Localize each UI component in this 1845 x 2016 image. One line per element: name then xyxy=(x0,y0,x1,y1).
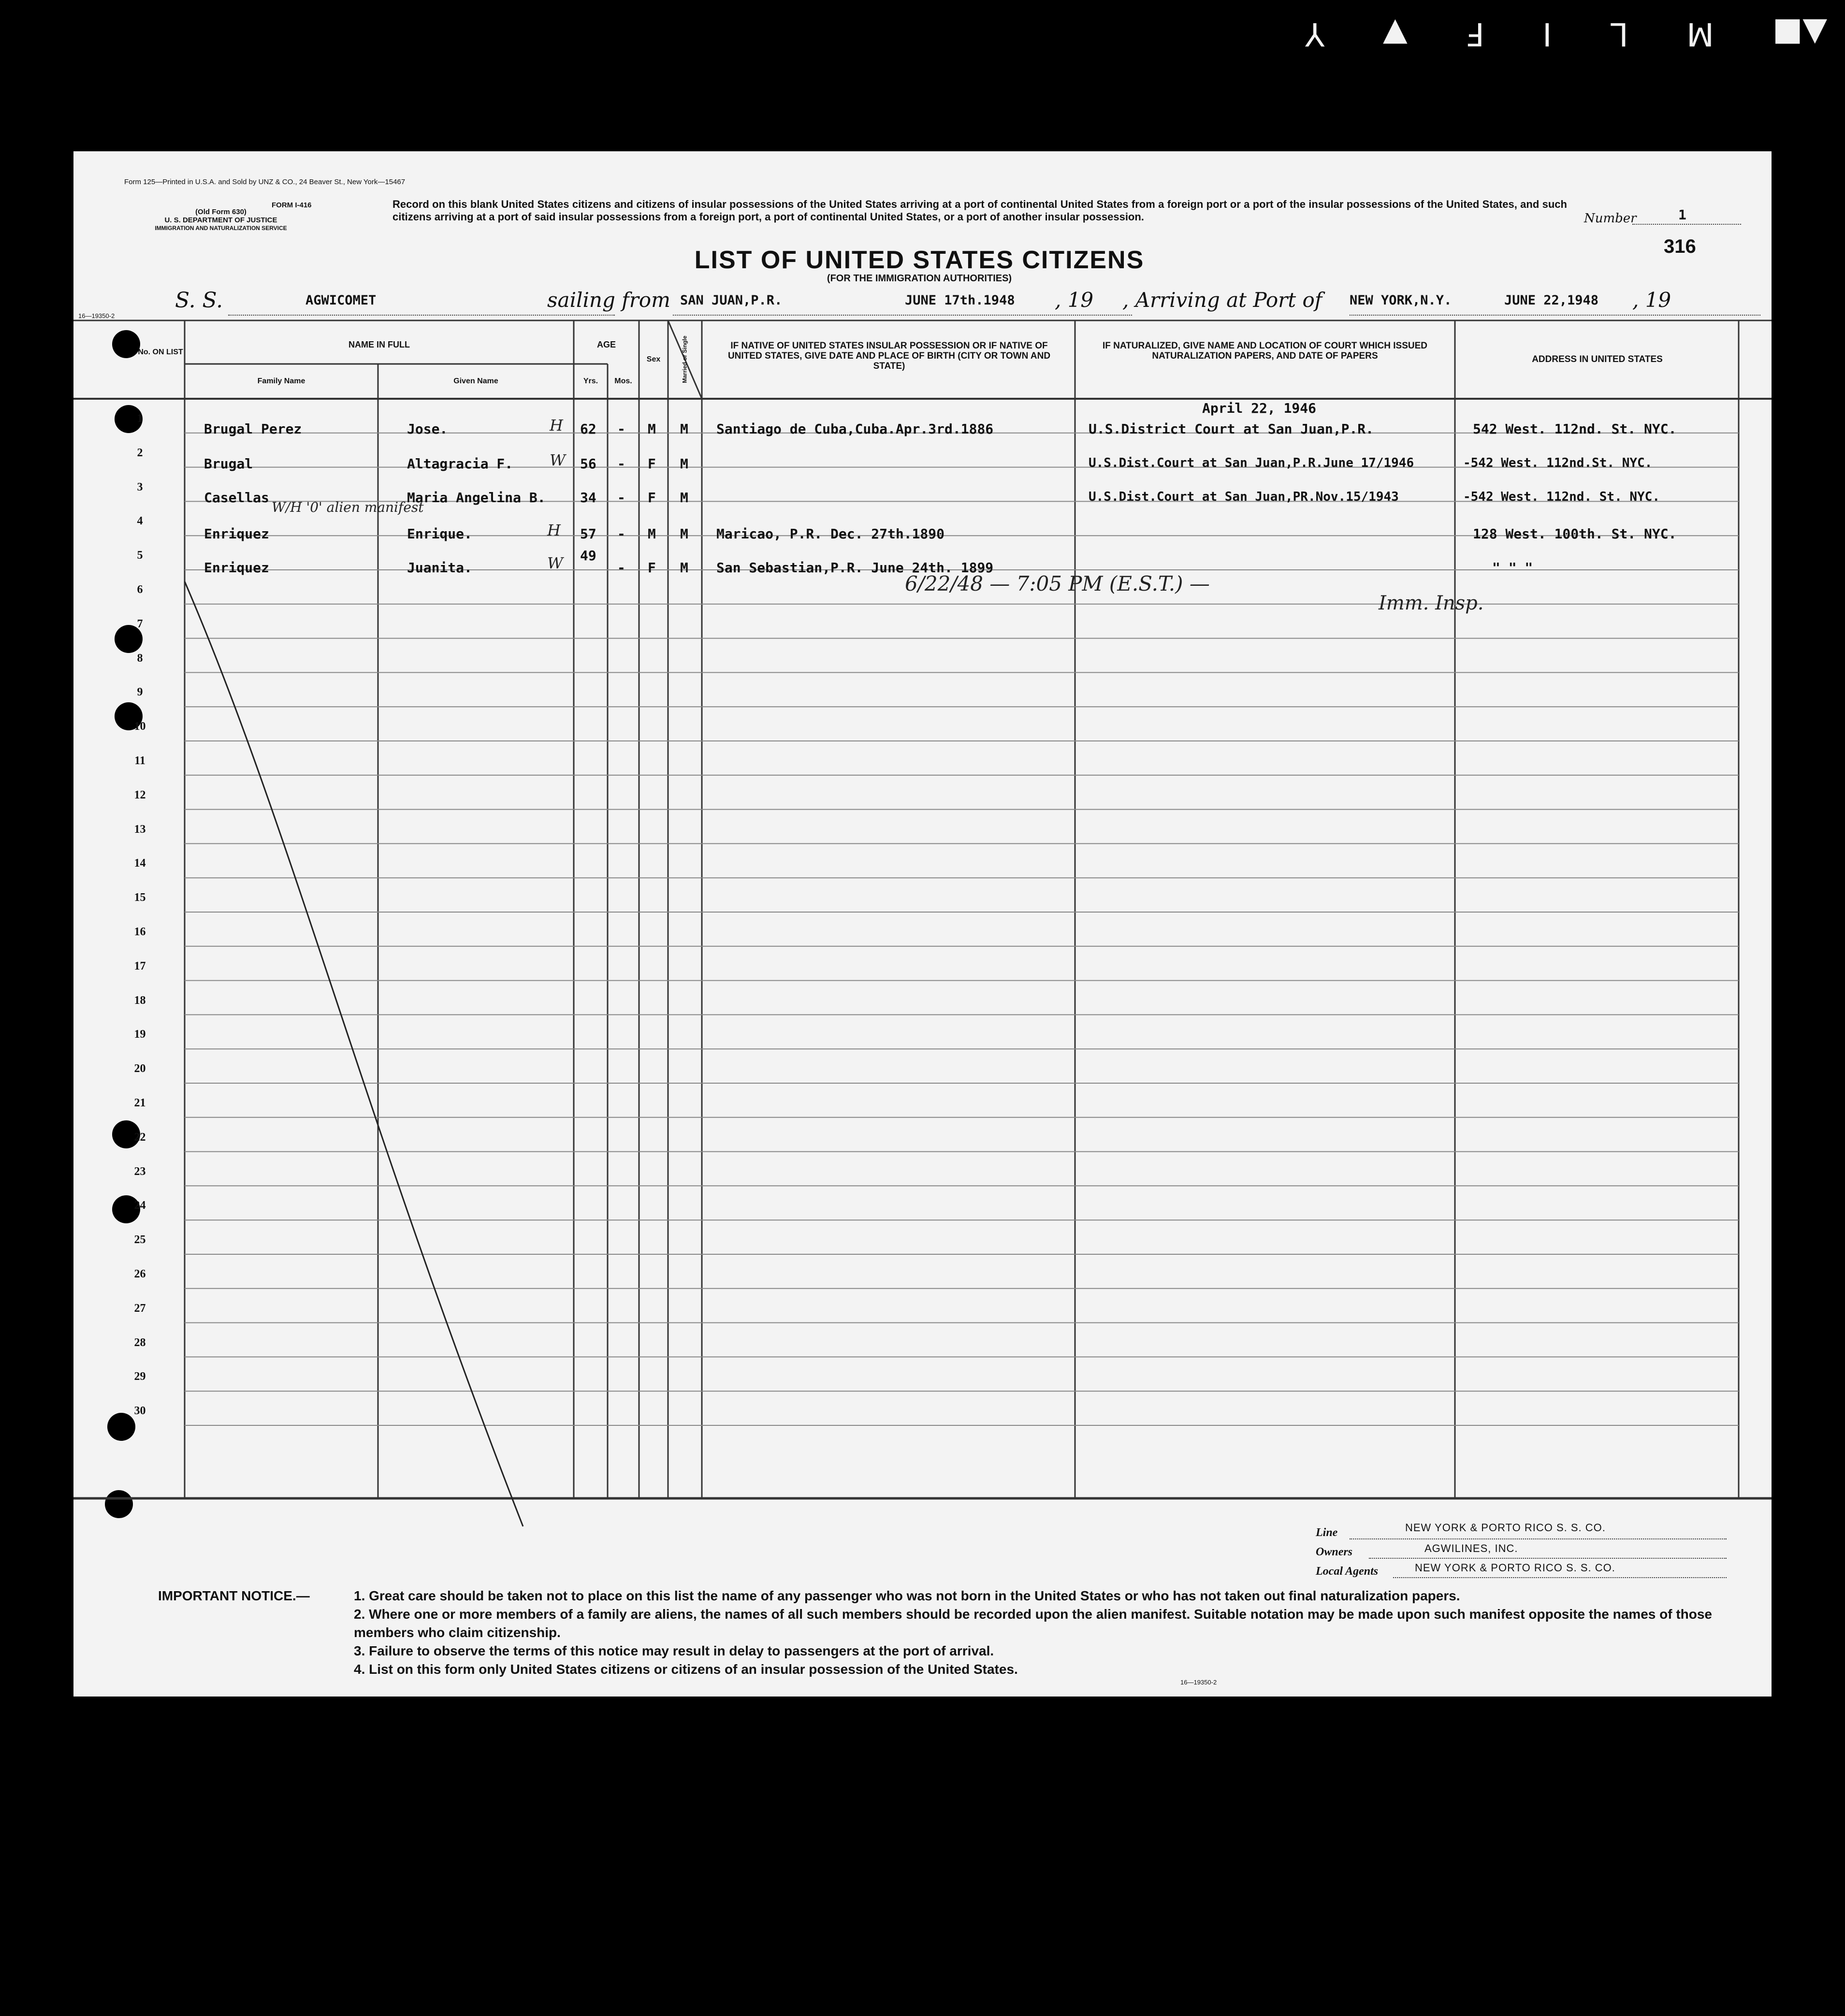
side-code: 16—19350-2 xyxy=(78,312,115,319)
notice-item: 2. Where one or more members of a family are aliens, the names of all such members should be recorded upon the alien manifest. Suitable notation may be made upon such manifest opposite the names of those members who claim citizenship. xyxy=(354,1607,1712,1640)
arriving-label: , Arriving at Port of xyxy=(1122,288,1322,312)
family-name: Brugal xyxy=(204,456,253,472)
address: " " " xyxy=(1492,560,1533,576)
film-mark: M xyxy=(1686,15,1714,53)
agents-label: Local Agents xyxy=(1316,1565,1379,1578)
married-status: M xyxy=(680,421,688,437)
address: 542 West. 112nd. St. NYC. xyxy=(1473,421,1677,437)
number-value: 1 xyxy=(1678,207,1686,223)
married-status: M xyxy=(680,456,688,472)
col-married-header: Married or Single xyxy=(681,335,688,383)
relation-mark: W xyxy=(547,554,563,572)
row-number: 20 xyxy=(134,1062,146,1075)
birth-place: San Sebastian,P.R. June 24th. 1899 xyxy=(716,560,994,576)
sex: F xyxy=(648,490,656,506)
page-number: 316 xyxy=(1664,236,1696,257)
col-address-header: ADDRESS IN UNITED STATES xyxy=(1532,354,1663,364)
notice-item: 1. Great care should be taken not to place on this list the name of any passenger who was not born in the United States or who has not taken out final naturalization papers. xyxy=(354,1588,1460,1603)
col-no-header: No. ON LIST xyxy=(138,348,183,356)
row-number: 19 xyxy=(134,1028,146,1041)
film-mark: Y xyxy=(1305,15,1325,53)
ss-label: S. S. xyxy=(175,288,223,313)
row-number: 5 xyxy=(137,549,143,562)
age-years: 49 xyxy=(580,548,596,564)
row-number: 26 xyxy=(134,1268,146,1280)
row-number: 15 xyxy=(134,891,146,904)
form-title: LIST OF UNITED STATES CITIZENS xyxy=(694,246,1145,274)
col-family-header: Family Name xyxy=(257,377,305,385)
arrival-date: JUNE 22,1948 xyxy=(1504,293,1599,308)
film-mark: L xyxy=(1610,15,1628,53)
age-years: 56 xyxy=(580,456,596,472)
relation-mark: H xyxy=(550,416,563,435)
given-name: Altagracia F. xyxy=(407,456,513,472)
birth-place: Maricao, P.R. Dec. 27th.1890 xyxy=(716,526,945,542)
year-label: , 19 xyxy=(1055,288,1094,312)
col-yrs-header: Yrs. xyxy=(583,377,598,385)
film-mark: F xyxy=(1466,15,1484,53)
row-number: 2 xyxy=(137,446,143,459)
notice-heading: IMPORTANT NOTICE.— xyxy=(158,1588,310,1603)
col-birth-header: IF NATIVE OF UNITED STATES INSULAR POSSESSION OR IF NATIVE OF UNITED STATES, GIVE DATE AND PLACE OF BIRTH (CITY OR TOWN AND STATE) xyxy=(727,341,1051,371)
row-number: 6 xyxy=(137,583,143,596)
line-rule xyxy=(1350,1538,1727,1539)
row-number: 9 xyxy=(137,686,143,699)
form-instructions: Record on this blank United States citizens and citizens of insular possessions of the United States arriving at a port of continental United States from a foreign port or a port of the insular possessions of the United States, and such citizens arriving at a port of said insular possessions from a foreign port, a port of continental United States, or a port of another insular possession. xyxy=(392,198,1567,223)
married-status: M xyxy=(680,526,688,542)
naturalization-court: U.S.Dist.Court at San Juan,P.R.June 17/1946 xyxy=(1089,456,1414,470)
address: -542 West. 112nd.St. NYC. xyxy=(1463,456,1653,470)
owners-rule xyxy=(1369,1558,1727,1559)
sail-date: JUNE 17th.1948 xyxy=(905,293,1015,308)
footer-code: 16—19350-2 xyxy=(1180,1679,1217,1686)
service-name: IMMIGRATION AND NATURALIZATION SERVICE xyxy=(155,225,287,232)
relation-mark: H xyxy=(547,521,561,539)
row-number: 10 xyxy=(134,720,146,733)
row-number: 8 xyxy=(137,652,143,665)
family-name: Casellas xyxy=(204,490,269,506)
naturalization-date: April 22, 1946 xyxy=(1202,400,1317,416)
age-months: - xyxy=(617,526,625,542)
row-number: 27 xyxy=(134,1302,146,1315)
row-number: 22 xyxy=(134,1131,146,1144)
sex: F xyxy=(648,560,656,576)
age-months: - xyxy=(617,421,625,437)
agents-value: NEW YORK & PORTO RICO S. S. CO. xyxy=(1415,1562,1615,1574)
col-name-header: NAME IN FULL xyxy=(349,340,410,349)
ship-name: AGWICOMET xyxy=(305,293,377,308)
given-name: Jose. xyxy=(407,421,448,437)
line-label: Line xyxy=(1316,1526,1338,1539)
age-months: - xyxy=(617,456,625,472)
row-number: 13 xyxy=(134,823,146,836)
col-given-header: Given Name xyxy=(453,377,498,385)
owners-value: AGWILINES, INC. xyxy=(1424,1542,1518,1554)
married-status: M xyxy=(680,560,688,576)
notice-item: 3. Failure to observe the terms of this notice may result in delay to passengers at the port of arrival. xyxy=(354,1643,994,1658)
film-mark: I xyxy=(1542,15,1552,53)
age-years: 34 xyxy=(580,490,596,506)
given-name: Enrique. xyxy=(407,526,472,542)
form-number: FORM I-416 xyxy=(272,201,312,209)
age-months: - xyxy=(617,490,625,506)
sex: M xyxy=(648,421,656,437)
arrival-port: NEW YORK,N.Y. xyxy=(1350,293,1452,308)
row-number: 11 xyxy=(134,754,145,767)
col-age-header: AGE xyxy=(596,340,616,349)
row-number: 4 xyxy=(137,515,143,528)
relation-mark: W xyxy=(550,451,566,469)
given-name: Maria Angelina B. xyxy=(407,490,546,506)
owners-label: Owners xyxy=(1316,1546,1353,1558)
year-label-2: , 19 xyxy=(1632,288,1671,312)
film-mark: ▲■ xyxy=(1772,15,1827,53)
inspector-signature: Imm. Insp. xyxy=(1379,592,1484,614)
married-status: M xyxy=(680,490,688,506)
agents-rule xyxy=(1393,1577,1727,1578)
row-number: 30 xyxy=(134,1405,146,1418)
row-number: 21 xyxy=(134,1097,146,1109)
sex: F xyxy=(648,456,656,472)
row-number: 29 xyxy=(134,1370,146,1383)
sailing-label: sailing from xyxy=(547,288,670,312)
row-number: 1 xyxy=(137,412,143,425)
row-number: 24 xyxy=(134,1199,146,1212)
row-number: 18 xyxy=(134,994,146,1007)
family-name: Brugal Perez xyxy=(204,421,302,437)
age-months: - xyxy=(617,560,625,576)
row-number: 25 xyxy=(134,1233,146,1247)
age-years: 57 xyxy=(580,526,596,542)
notice-item: 4. List on this form only United States citizens or citizens of an insular possession of the United States. xyxy=(354,1662,1018,1677)
birth-place: Santiago de Cuba,Cuba.Apr.3rd.1886 xyxy=(716,421,994,437)
age-years: 62 xyxy=(580,421,596,437)
sex: M xyxy=(648,526,656,542)
naturalization-court: U.S.District Court at San Juan,P.R. xyxy=(1089,421,1374,437)
row-number: 28 xyxy=(134,1336,146,1349)
printer-note: Form 125—Printed in U.S.A. and Sold by UNZ & CO., 24 Beaver St., New York—15467 xyxy=(124,178,406,186)
film-mark: ▼ xyxy=(1383,15,1408,53)
row-number: 23 xyxy=(134,1165,146,1178)
film-edge-marks xyxy=(1305,15,1827,53)
arrival-annotation: 6/22/48 — 7:05 PM (E.S.T.) — xyxy=(905,572,1210,595)
from-port: SAN JUAN,P.R. xyxy=(680,293,783,308)
row-number: 17 xyxy=(134,959,146,972)
address: -542 West. 112nd. St. NYC. xyxy=(1463,490,1660,504)
line-value: NEW YORK & PORTO RICO S. S. CO. xyxy=(1405,1522,1606,1534)
family-name: Enriquez xyxy=(204,560,269,576)
address: 128 West. 100th. St. NYC. xyxy=(1473,526,1677,542)
row-number: 3 xyxy=(137,480,143,493)
form-subtitle: (FOR THE IMMIGRATION AUTHORITIES) xyxy=(827,273,1012,284)
number-label: Number xyxy=(1584,211,1637,226)
naturalization-court: U.S.Dist.Court at San Juan,PR.Nov.15/1943 xyxy=(1089,490,1399,504)
col-sex-header: Sex xyxy=(646,355,661,363)
department-name: U. S. DEPARTMENT OF JUSTICE xyxy=(164,216,277,224)
document-page xyxy=(73,151,1772,1697)
given-name: Juanita. xyxy=(407,560,472,576)
old-form-label: (Old Form 630) xyxy=(195,208,247,216)
col-naturalized-header: IF NATURALIZED, GIVE NAME AND LOCATION OF COURT WHICH ISSUED NATURALIZATION PAPERS, AND DATE OF PAPERS xyxy=(1102,341,1427,361)
row-number: 16 xyxy=(134,926,146,938)
family-name: Enriquez xyxy=(204,526,269,542)
col-mos-header: Mos. xyxy=(614,377,632,385)
row-number: 7 xyxy=(137,617,143,630)
row-number: 14 xyxy=(134,857,146,870)
row-number: 12 xyxy=(134,788,146,801)
handwritten-note: W/H '0' alien manifest xyxy=(272,499,424,515)
